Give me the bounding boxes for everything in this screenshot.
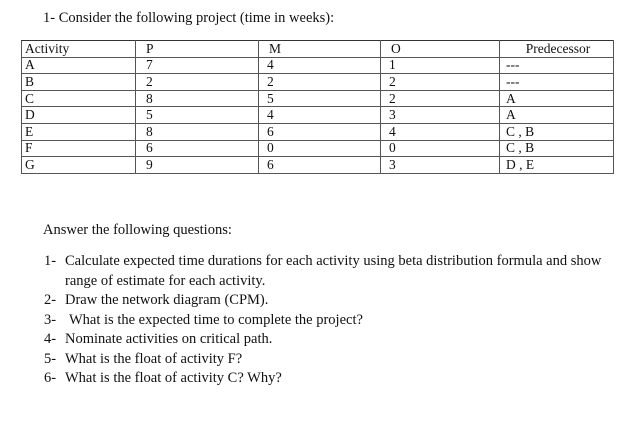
- cell-p: 8: [136, 123, 259, 140]
- cell-m: 2: [259, 74, 381, 91]
- question-number: 2-: [44, 292, 57, 308]
- question-text: What is the expected time to complete the project?: [69, 311, 363, 328]
- question-number: 1-: [44, 253, 57, 269]
- header-pessimistic: P: [136, 41, 259, 58]
- cell-activity: C: [22, 90, 136, 107]
- cell-predecessor: A: [500, 90, 614, 107]
- question-item: [44, 369, 604, 389]
- cell-p: 2: [136, 74, 259, 91]
- cell-p: 8: [136, 90, 259, 107]
- cell-p: 9: [136, 157, 259, 174]
- cell-activity: D: [22, 107, 136, 124]
- header-optimistic: O: [381, 41, 500, 58]
- question-number: 6-: [44, 370, 57, 386]
- table-header-row: [22, 41, 614, 58]
- question-text: Draw the network diagram (CPM).: [65, 292, 269, 308]
- cell-o: 1: [381, 57, 500, 74]
- cell-o: 2: [381, 74, 500, 91]
- question-number: 3-: [44, 311, 57, 328]
- table-row: [22, 74, 614, 91]
- question-text: What is the float of activity F?: [65, 350, 243, 367]
- header-most-likely: M: [259, 41, 381, 58]
- cell-predecessor: D , E: [500, 157, 614, 174]
- cell-m: 6: [259, 157, 381, 174]
- cell-m: 4: [259, 57, 381, 74]
- question-item: [44, 291, 604, 311]
- cell-o: 3: [381, 107, 500, 124]
- problem-title: 1- Consider the following project (time in weeks):: [43, 10, 335, 26]
- cell-o: 4: [381, 123, 500, 140]
- cell-predecessor: ---: [500, 74, 614, 91]
- question-number: 4-: [44, 331, 57, 347]
- cell-p: 6: [136, 140, 259, 157]
- table-row: [22, 57, 614, 74]
- cell-activity: B: [22, 74, 136, 91]
- cell-activity: F: [22, 140, 136, 157]
- cell-predecessor: C , B: [500, 140, 614, 157]
- question-list: [44, 252, 604, 389]
- cell-predecessor: ---: [500, 57, 614, 74]
- table-row: [22, 107, 614, 124]
- cell-o: 2: [381, 90, 500, 107]
- header-activity: Activity: [22, 41, 136, 58]
- cell-predecessor: C , B: [500, 123, 614, 140]
- question-item: [44, 330, 604, 350]
- question-number: 5-: [44, 350, 57, 367]
- question-item: [44, 350, 604, 370]
- question-text: Nominate activities on critical path.: [65, 331, 273, 347]
- cell-m: 6: [259, 123, 381, 140]
- table-row: [22, 123, 614, 140]
- question-text: What is the float of activity C? Why?: [65, 370, 282, 386]
- cell-o: 3: [381, 157, 500, 174]
- question-item: [44, 252, 604, 291]
- cell-predecessor: A: [500, 107, 614, 124]
- cell-activity: E: [22, 123, 136, 140]
- table-row: [22, 157, 614, 174]
- table-row: [22, 140, 614, 157]
- cell-activity: G: [22, 157, 136, 174]
- question-text: Calculate expected time durations for each activity using beta distribution formula and show range of estimate for each activity.: [65, 253, 602, 289]
- header-predecessor: Predecessor: [500, 41, 614, 58]
- questions-intro: Answer the following questions:: [43, 222, 232, 238]
- cell-o: 0: [381, 140, 500, 157]
- project-table: [21, 40, 614, 174]
- table-row: [22, 90, 614, 107]
- cell-p: 5: [136, 107, 259, 124]
- cell-m: 4: [259, 107, 381, 124]
- question-item: [44, 311, 604, 331]
- cell-m: 5: [259, 90, 381, 107]
- cell-p: 7: [136, 57, 259, 74]
- cell-activity: A: [22, 57, 136, 74]
- cell-m: 0: [259, 140, 381, 157]
